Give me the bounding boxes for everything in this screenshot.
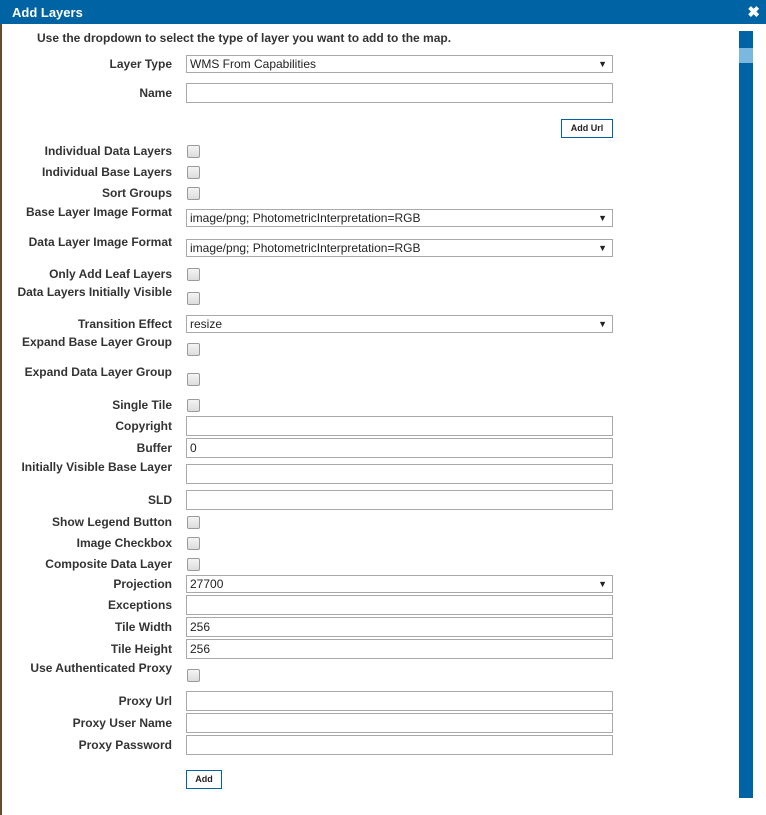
label-name: Name bbox=[139, 86, 172, 100]
value: image/png; PhotometricInterpretation=RGB bbox=[190, 241, 421, 255]
expand-data-layer-group-checkbox[interactable] bbox=[187, 373, 200, 386]
name-input[interactable] bbox=[186, 83, 613, 103]
initially-visible-base-layer-input[interactable] bbox=[186, 464, 613, 484]
value: resize bbox=[190, 317, 223, 331]
label-projection: Projection bbox=[113, 577, 172, 591]
label-only-add-leaf-layers: Only Add Leaf Layers bbox=[49, 267, 172, 281]
value: 0 bbox=[190, 441, 197, 455]
label-data-layer-image-format: Data Layer Image Format bbox=[28, 235, 172, 249]
projection-select[interactable] bbox=[186, 575, 613, 593]
tile-height-input[interactable] bbox=[186, 639, 613, 659]
label-data-layers-initially-visible: Data Layers Initially Visible bbox=[17, 285, 172, 299]
scrollbar-thumb[interactable] bbox=[739, 48, 753, 63]
tile-width-input[interactable] bbox=[186, 617, 613, 637]
single-tile-checkbox[interactable] bbox=[187, 399, 200, 412]
label-buffer: Buffer bbox=[136, 441, 172, 455]
label-sort-groups: Sort Groups bbox=[101, 186, 172, 200]
chevron-down-icon: ▼ bbox=[598, 319, 607, 329]
individual-base-layers-checkbox[interactable] bbox=[187, 166, 200, 179]
label-expand-data-layer-group: Expand Data Layer Group bbox=[24, 365, 172, 379]
label-tile-height: Tile Height bbox=[110, 642, 172, 656]
label-use-authenticated-proxy: Use Authenticated Proxy bbox=[30, 661, 172, 675]
value: 27700 bbox=[190, 577, 224, 591]
label-layer-type: Layer Type bbox=[109, 57, 172, 71]
label-show-legend-button: Show Legend Button bbox=[52, 515, 172, 529]
value: 256 bbox=[190, 620, 211, 634]
buffer-input[interactable] bbox=[186, 438, 613, 458]
base-layer-image-format-select[interactable] bbox=[186, 209, 613, 227]
chevron-down-icon: ▼ bbox=[598, 579, 607, 589]
label-composite-data-layer: Composite Data Layer bbox=[45, 557, 172, 571]
label-proxy-password: Proxy Password bbox=[78, 738, 172, 752]
label-individual-data-layers: Individual Data Layers bbox=[44, 144, 172, 158]
proxy-password-input[interactable] bbox=[186, 735, 613, 755]
dialog-titlebar bbox=[0, 0, 766, 24]
label-sld: SLD bbox=[148, 493, 172, 507]
label-initially-visible-base-layer: Initially Visible Base Layer bbox=[21, 460, 172, 474]
label-proxy-url: Proxy Url bbox=[118, 694, 172, 708]
data-layers-initially-visible-checkbox[interactable] bbox=[187, 292, 200, 305]
use-authenticated-proxy-checkbox[interactable] bbox=[187, 669, 200, 682]
transition-effect-select[interactable] bbox=[186, 315, 613, 333]
add-button[interactable]: Add bbox=[186, 770, 222, 789]
background-edge bbox=[0, 0, 2, 815]
add-url-button[interactable]: Add Url bbox=[561, 119, 613, 138]
individual-data-layers-checkbox[interactable] bbox=[187, 145, 200, 158]
layer-type-select[interactable] bbox=[186, 55, 613, 73]
show-legend-button-checkbox[interactable] bbox=[187, 516, 200, 529]
close-icon[interactable]: ✖ bbox=[747, 4, 760, 21]
label-proxy-user-name: Proxy User Name bbox=[72, 716, 172, 730]
copyright-input[interactable] bbox=[186, 416, 613, 436]
label-single-tile: Single Tile bbox=[112, 398, 172, 412]
only-add-leaf-layers-checkbox[interactable] bbox=[187, 268, 200, 281]
label-exceptions: Exceptions bbox=[107, 598, 172, 612]
exceptions-input[interactable] bbox=[186, 595, 613, 615]
image-checkbox-checkbox[interactable] bbox=[187, 537, 200, 550]
sort-groups-checkbox[interactable] bbox=[187, 187, 200, 200]
value: 256 bbox=[190, 642, 211, 656]
scrollbar[interactable] bbox=[739, 31, 753, 798]
data-layer-image-format-select[interactable] bbox=[186, 239, 613, 257]
chevron-down-icon: ▼ bbox=[598, 213, 607, 223]
chevron-down-icon: ▼ bbox=[598, 243, 607, 253]
chevron-down-icon: ▼ bbox=[598, 59, 607, 69]
proxy-user-name-input[interactable] bbox=[186, 713, 613, 733]
proxy-url-input[interactable] bbox=[186, 691, 613, 711]
label-expand-base-layer-group: Expand Base Layer Group bbox=[21, 335, 172, 349]
label-image-checkbox: Image Checkbox bbox=[76, 536, 172, 550]
label-individual-base-layers: Individual Base Layers bbox=[41, 165, 172, 179]
label-copyright: Copyright bbox=[115, 419, 172, 433]
label-transition-effect: Transition Effect bbox=[77, 317, 172, 331]
value: WMS From Capabilities bbox=[190, 57, 317, 71]
label-tile-width: Tile Width bbox=[115, 620, 172, 634]
composite-data-layer-checkbox[interactable] bbox=[187, 558, 200, 571]
intro-text: Use the dropdown to select the type of layer you want to add to the map. bbox=[37, 31, 452, 45]
expand-base-layer-group-checkbox[interactable] bbox=[187, 343, 200, 356]
sld-input[interactable] bbox=[186, 490, 613, 510]
value: image/png; PhotometricInterpretation=RGB bbox=[190, 211, 421, 225]
dialog-title: Add Layers bbox=[12, 5, 83, 20]
label-base-layer-image-format: Base Layer Image Format bbox=[25, 205, 172, 219]
